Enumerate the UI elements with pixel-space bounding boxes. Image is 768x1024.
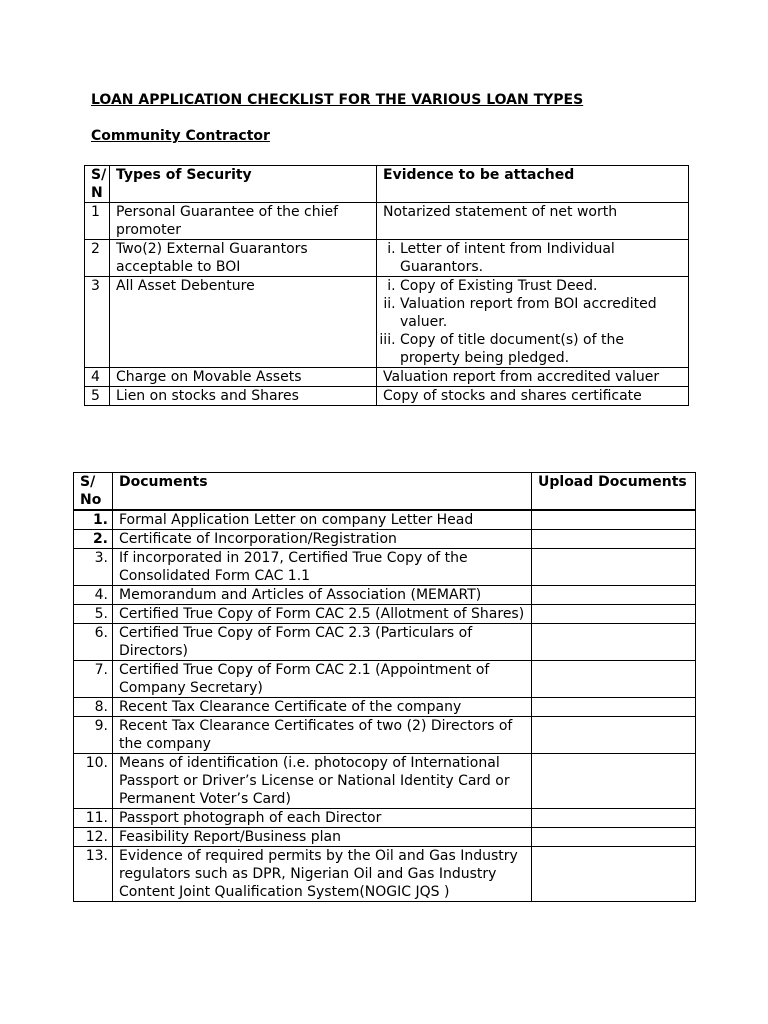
document-sn: 6. [74,624,113,661]
evidence-item: ii. Valuation report from BOI accredited valuer. [400,295,682,331]
document-row [74,586,696,605]
header-sn: S/ N [85,166,110,203]
document-name: If incorporated in 2017, Certified True Copy of the Consolidated Form CAC 1.1 [113,549,532,586]
evidence-text: Notarized statement of net worth [383,204,618,220]
document-row [74,698,696,717]
document-sn: 3. [74,549,113,586]
document-sn: 5. [74,605,113,624]
document-name: Recent Tax Clearance Certificate of the company [113,698,532,717]
document-sn: 10. [74,754,113,809]
document-row [74,717,696,754]
header-documents: Documents [113,473,532,511]
document-name: Memorandum and Articles of Association (MEMART) [113,586,532,605]
security-row [85,240,689,277]
security-row [85,368,689,387]
security-type: All Asset Debenture [110,277,377,368]
security-sn: 3 [85,277,110,368]
upload-cell[interactable] [532,510,696,530]
document-name: Recent Tax Clearance Certificates of two (2) Directors of the company [113,717,532,754]
document-name: Certificate of Incorporation/Registration [113,530,532,549]
document-row [74,828,696,847]
security-row [85,277,689,368]
header-sno: S/ No [74,473,113,511]
security-type: Lien on stocks and Shares [110,387,377,406]
document-row [74,605,696,624]
section-title: Community Contractor [91,128,270,144]
upload-cell[interactable] [532,661,696,698]
upload-cell[interactable] [532,717,696,754]
documents-table [73,472,696,902]
evidence-text: Copy of stocks and shares certificate [383,388,642,404]
security-row [85,387,689,406]
header-security: Types of Security [110,166,377,203]
header-upload: Upload Documents [532,473,696,511]
document-name: Means of identification (i.e. photocopy of International Passport or Driver’s License or National Identity Card or Permanent Voter’s Card) [113,754,532,809]
document-row [74,754,696,809]
document-row [74,847,696,902]
security-evidence [377,368,689,387]
header-evidence: Evidence to be attached [377,166,689,203]
security-evidence [377,203,689,240]
evidence-item: iii. Copy of title document(s) of the property being pledged. [400,331,682,367]
document-sn: 2. [74,530,113,549]
document-sn: 12. [74,828,113,847]
evidence-item: i. Copy of Existing Trust Deed. [400,277,682,295]
documents-table-header [74,473,696,511]
security-table [84,165,689,406]
upload-cell[interactable] [532,754,696,809]
document-name: Evidence of required permits by the Oil and Gas Industry regulators such as DPR, Nigerian Oil and Gas Industry Content Joint Qualification System(NOGIC JQS ) [113,847,532,902]
security-type: Charge on Movable Assets [110,368,377,387]
document-row [74,549,696,586]
security-sn: 4 [85,368,110,387]
document-row [74,510,696,530]
upload-cell[interactable] [532,847,696,902]
security-sn: 2 [85,240,110,277]
security-evidence [377,387,689,406]
upload-cell[interactable] [532,549,696,586]
upload-cell[interactable] [532,698,696,717]
page-title: LOAN APPLICATION CHECKLIST FOR THE VARIOUS LOAN TYPES [91,92,584,108]
document-sn: 13. [74,847,113,902]
upload-cell[interactable] [532,530,696,549]
document-name: Certified True Copy of Form CAC 2.5 (Allotment of Shares) [113,605,532,624]
document-name: Certified True Copy of Form CAC 2.1 (Appointment of Company Secretary) [113,661,532,698]
document-sn: 1. [74,510,113,530]
document-row [74,809,696,828]
document-name: Passport photograph of each Director [113,809,532,828]
security-sn: 5 [85,387,110,406]
document-name: Certified True Copy of Form CAC 2.3 (Particulars of Directors) [113,624,532,661]
upload-cell[interactable] [532,605,696,624]
upload-cell[interactable] [532,809,696,828]
document-sn: 11. [74,809,113,828]
evidence-text: Valuation report from accredited valuer [383,369,660,385]
document-row [74,661,696,698]
security-sn: 1 [85,203,110,240]
document-row [74,624,696,661]
security-type: Personal Guarantee of the chief promoter [110,203,377,240]
security-evidence [377,277,689,368]
document-name: Feasibility Report/Business plan [113,828,532,847]
security-type: Two(2) External Guarantors acceptable to BOI [110,240,377,277]
document-row [74,530,696,549]
upload-cell[interactable] [532,586,696,605]
upload-cell[interactable] [532,624,696,661]
security-evidence [377,240,689,277]
document-sn: 7. [74,661,113,698]
security-row [85,203,689,240]
upload-cell[interactable] [532,828,696,847]
document-name: Formal Application Letter on company Letter Head [113,510,532,530]
document-sn: 8. [74,698,113,717]
evidence-item: i. Letter of intent from Individual Guarantors. [400,240,682,276]
document-sn: 9. [74,717,113,754]
security-table-header [85,166,689,203]
document-sn: 4. [74,586,113,605]
